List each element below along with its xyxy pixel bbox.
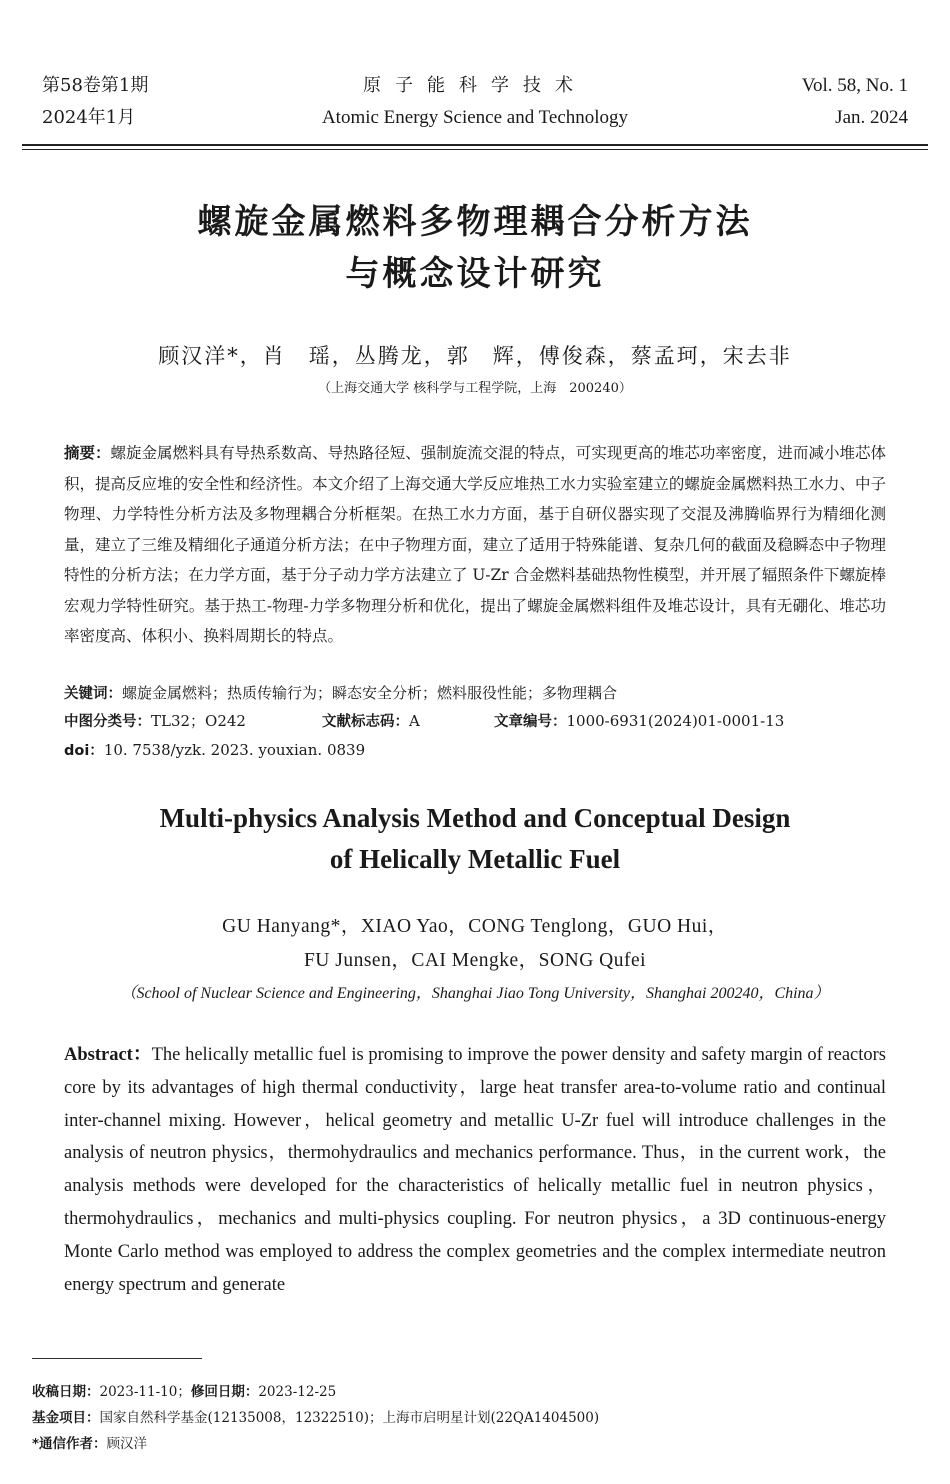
authors-en <box>0 910 950 978</box>
footnote-dates <box>32 1382 918 1402</box>
abstract-cn-label: 摘要： <box>64 444 111 462</box>
title-en-line1: Multi-physics Analysis Method and Conceptual Design <box>159 803 791 833</box>
footnote-rule <box>32 1358 202 1359</box>
title-cn <box>0 196 950 300</box>
doc-code-value: A <box>409 712 420 730</box>
revised-value: 2023-12-25 <box>258 1384 337 1400</box>
received-label: 收稿日期： <box>32 1384 100 1400</box>
date-cn: 2024年1月 <box>42 107 136 128</box>
title-en <box>0 798 950 880</box>
corresponding-label: *通信作者： <box>32 1436 107 1452</box>
article-no-label: 文章编号： <box>494 714 567 730</box>
footnote-fund <box>32 1408 918 1428</box>
footnote-corresponding <box>32 1434 918 1454</box>
classification-line <box>64 707 886 736</box>
revised-label: 修回日期： <box>190 1384 259 1400</box>
abstract-cn <box>64 438 886 652</box>
keywords-cn <box>64 679 886 708</box>
title-en-line2: of Helically Metallic Fuel <box>329 844 621 874</box>
header-center <box>42 70 908 134</box>
abstract-en <box>64 1039 886 1301</box>
affiliation-cn: （上海交通大学 核科学与工程学院，上海 200240） <box>318 381 632 396</box>
doi-label: doi： <box>64 743 104 759</box>
keywords-cn-label: 关键词： <box>64 686 122 702</box>
clc-label: 中图分类号： <box>64 714 151 730</box>
affiliation-en: （School of Nuclear Science and Engineering，Shanghai Jiao Tong University，Shanghai 200240，China） <box>120 985 830 1002</box>
doi-value[interactable]: 10. 7538/yzk. 2023. youxian. 0839 <box>103 741 366 759</box>
abstract-en-label: Abstract： <box>64 1045 152 1065</box>
header-right <box>802 70 908 134</box>
article-no-value: 1000-6931(2024)01-0001-13 <box>566 712 785 730</box>
running-header <box>42 70 908 132</box>
doc-code-group <box>322 707 494 736</box>
header-rule-thick <box>22 144 928 146</box>
clc-group <box>64 707 322 736</box>
authors-en-line2: FU Junsen，CAI Mengke，SONG Qufei <box>303 950 647 971</box>
header-rule-thin <box>22 149 928 150</box>
article-no-group <box>494 707 784 736</box>
received-value: 2023-11-10； <box>99 1384 191 1400</box>
clc-value: TL32；O242 <box>151 712 246 730</box>
doc-code-label: 文献标志码： <box>322 714 409 730</box>
keywords-cn-text: 螺旋金属燃料；热质传输行为；瞬态安全分析；燃料服役性能；多物理耦合 <box>122 684 618 702</box>
fund-value: 国家自然科学基金(12135008，12322510)；上海市启明星计划(22QA1404500) <box>99 1410 600 1426</box>
doi-line <box>64 736 886 765</box>
abstract-en-text: The helically metallic fuel is promising to improve the power density and safety margin of reactors core by its advantages of high thermal conductivity，large heat transfer area-to-volume ratio and continual inter-channel mixing. However，helical geometry and metallic U-Zr fuel will introduce challenges in the analysis of neutron physics，thermohydraulics and mechanics performance. Thus，in the current work，the analysis methods were developed for the characteristics of helically metallic fuel in neutron physics，thermohydraulics，mechanics and multi-physics coupling. For neutron physics，a 3D continuous-energy Monte Carlo method was employed to address the complex geometries and the complex intermediate neutron energy spectrum and generate <box>64 1045 887 1295</box>
journal-name-en: Atomic Energy Science and Technology <box>321 107 629 128</box>
authors-en-line1: GU Hanyang*，XIAO Yao，CONG Tenglong，GUO Hui， <box>222 916 728 937</box>
fund-label: 基金项目： <box>32 1410 100 1426</box>
corresponding-value: 顾汉洋 <box>106 1436 148 1452</box>
date-en: Jan. 2024 <box>835 107 908 128</box>
title-cn-line1: 螺旋金属燃料多物理耦合分析方法 <box>197 202 753 242</box>
title-cn-line2: 与概念设计研究 <box>345 254 605 294</box>
volume-cn: 第58卷第1期 <box>42 75 149 96</box>
journal-name-cn: 原子能科学技术 <box>363 75 587 96</box>
authors-cn: 顾汉洋*，肖 瑶，丛腾龙，郭 辉，傅俊森，蔡孟珂，宋去非 <box>158 344 792 368</box>
abstract-cn-text: 螺旋金属燃料具有导热系数高、导热路径短、强制旋流交混的特点，可实现更高的堆芯功率密度，进而减小堆芯体积，提高反应堆的安全性和经济性。本文介绍了上海交通大学反应堆热工水力实验室建立的螺旋金属燃料热工水力、中子物理、力学特性分析方法及多物理耦合分析框架。在热工水力方面，基于自研仪器实现了交混及沸腾临界行为精细化测量，建立了三维及精细化子通道分析方法；在中子物理方面，建立了适用于特殊能谱、复杂几何的截面及稳瞬态中子物理特性的分析方法；在力学方面，基于分子动力学方法建立了 U-Zr 合金燃料基础热物性模型，并开展了辐照条件下螺旋棒宏观力学特性研究。基于热工-物理-力学多物理分析和优化，提出了螺旋金属燃料组件及堆芯设计，具有无硼化、堆芯功率密度高、体积小、换料周期长的特点。 <box>64 444 886 645</box>
volume-en: Vol. 58, No. 1 <box>801 75 908 96</box>
